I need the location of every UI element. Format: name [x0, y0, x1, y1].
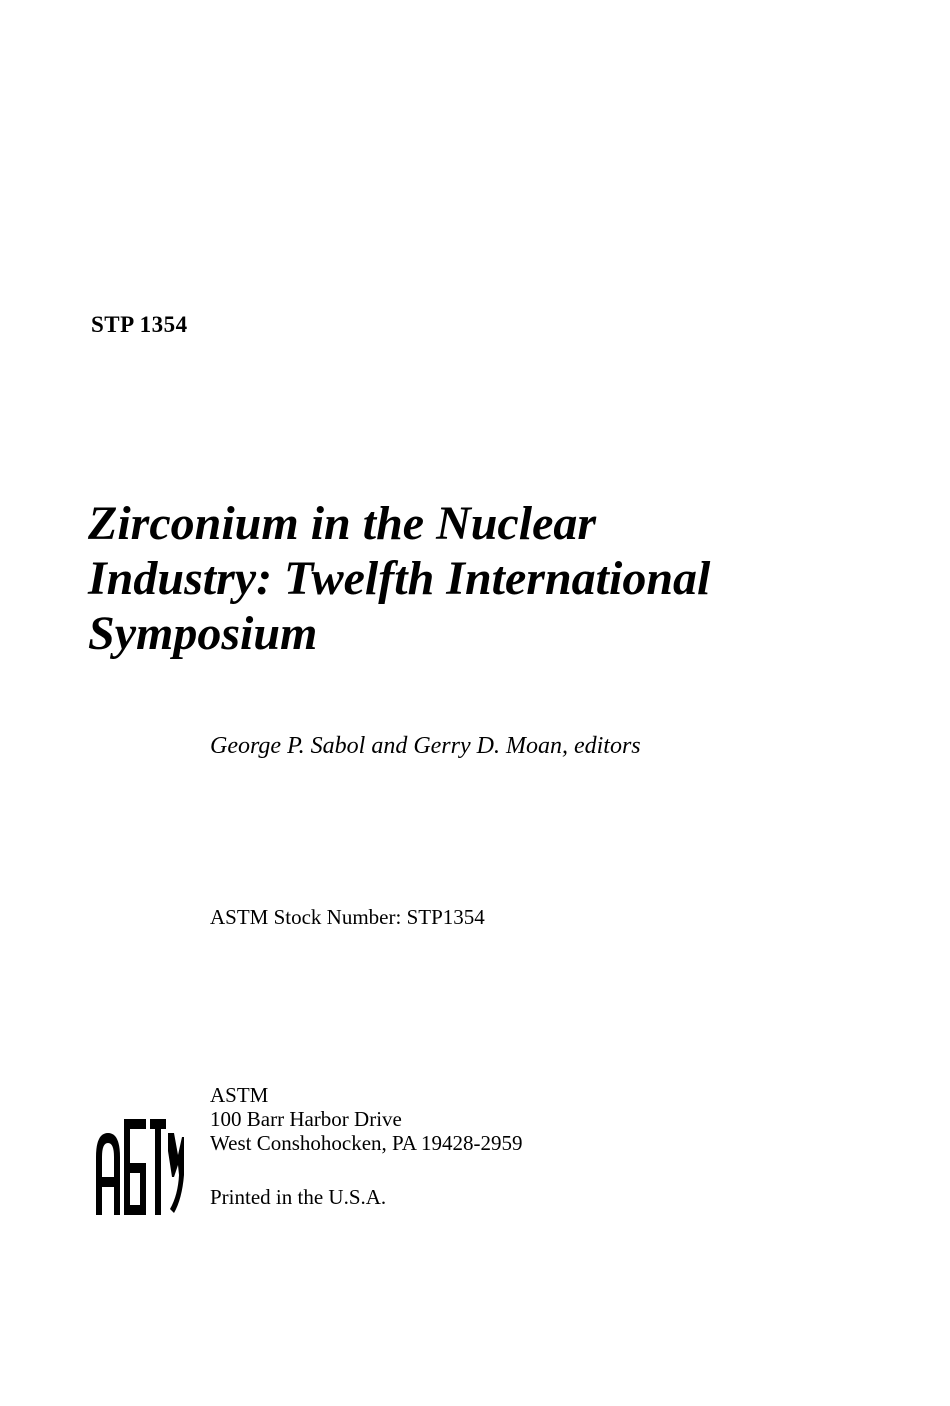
publisher-name: ASTM — [210, 1083, 269, 1107]
editors-line: George P. Sabol and Gerry D. Moan, editors — [210, 733, 641, 759]
stock-number: ASTM Stock Number: STP1354 — [210, 905, 485, 929]
series-number: STP 1354 — [91, 312, 188, 337]
astm-logo-icon — [94, 1115, 184, 1215]
title-line-2: Industry: Twelfth International — [88, 552, 711, 605]
book-title — [88, 496, 888, 661]
publisher-city: West Conshohocken, PA 19428-2959 — [210, 1131, 523, 1155]
title-line-3: Symposium — [88, 607, 318, 660]
title-line-1: Zirconium in the Nuclear — [88, 497, 597, 550]
publisher-street: 100 Barr Harbor Drive — [210, 1107, 402, 1131]
astm-logo-graphic — [94, 1115, 184, 1215]
printed-note: Printed in the U.S.A. — [210, 1185, 387, 1209]
publisher-address — [210, 1083, 523, 1155]
